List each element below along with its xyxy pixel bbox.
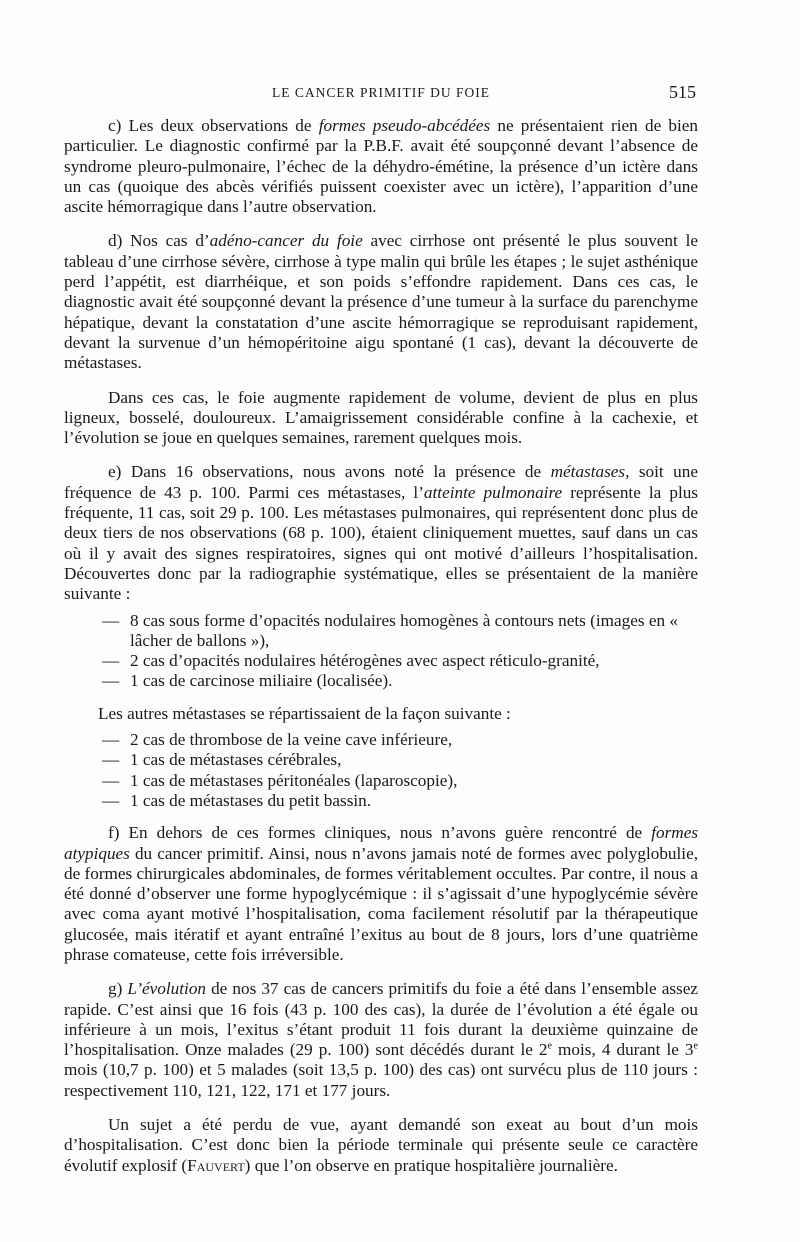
running-title: LE CANCER PRIMITIF DU FOIE — [271, 85, 490, 100]
list-item — [64, 791, 698, 811]
paragraph-f — [64, 823, 698, 965]
text-run: Dans ces cas, le foie augmente rapidement de volume, devient de plus en plus ligneux, bosselé, douloureux. L’amaigrissement considérable confine à la cachexie, et l’évolution se joue en quelques semaines, rarement quelques mois. — [64, 387, 698, 448]
superscript: e — [693, 1040, 698, 1052]
list-item-text: 2 cas d’opacités nodulaires hétérogènes avec aspect réticulo-granité, — [130, 651, 600, 671]
paragraph-g — [64, 979, 698, 1101]
italic-term: formes atypiques — [64, 823, 699, 863]
paragraph-g-continued — [64, 1115, 698, 1176]
dash-bullet: — — [102, 770, 120, 790]
list-item — [64, 671, 698, 691]
text-run: Un sujet a été perdu de vue, ayant demandé son exeat au bout d’un mois d’hospitalisation. C’est donc bien la période terminale qui présente seule ce caractère évolutif explosif ( — [64, 1115, 698, 1175]
text-run: représente la plus fréquente, 11 cas, soit 29 p. 100. Les métastases pulmonaires, qui représentent donc plus de deux tiers de nos observations (68 p. 100), étaient cliniquement muettes, sauf dans un cas où il y avait des signes respiratoires, signes qui ont motivé d’ailleurs l’hospitalisation. Découvertes donc par la radiographie systématique, elles se présentaient de la manière suivante : — [64, 482, 698, 604]
paragraph-e — [64, 462, 698, 604]
body-text — [64, 116, 698, 1190]
italic-term: adéno-cancer du foie — [209, 231, 363, 251]
list-item — [64, 771, 698, 791]
dash-bullet: — — [102, 790, 120, 810]
text-run: Nos cas d’ — [130, 231, 210, 251]
other-metastases-list — [64, 730, 698, 811]
paragraph-d-continued — [64, 388, 698, 449]
paragraph-label: g) — [108, 979, 123, 999]
list-item-text: 1 cas de métastases du petit bassin. — [130, 790, 372, 810]
author-name: Fauvert — [187, 1155, 245, 1175]
paragraph-label: e) — [108, 462, 122, 482]
text-run: Les deux observations de — [128, 116, 319, 135]
paragraph-d — [64, 231, 698, 373]
text-run: mois (10,7 p. 100) et 5 malades (soit 13,5 p. 100) des cas) ont survécu plus de 110 jours : respectivement 110, 121, 122, 171 et 177 jours. — [64, 1060, 698, 1100]
dash-bullet: — — [102, 730, 120, 750]
list-item — [64, 730, 698, 750]
list-item — [64, 611, 698, 652]
text-run: de nos 37 cas de cancers primitifs du foie a été dans l’ensemble assez rapide. C’est ainsi que 16 fois (43 p. 100 des cas), la durée de l’évolution a été égale ou inférieure à un mois, l’exitus s’étant produit 11 fois durant la deuxième quinzaine de l’hospitalisation. Onze malades (29 p. 100) sont décédés durant le 2 — [64, 979, 698, 1060]
paragraph-label: c) — [108, 116, 122, 135]
dash-bullet: — — [102, 610, 120, 630]
paragraph-label: d) — [108, 231, 123, 251]
text-run: mois, 4 durant le 3 — [551, 1040, 694, 1060]
text-run: Dans 16 observations, nous avons noté la présence de — [130, 462, 551, 482]
list-item — [64, 750, 698, 770]
page-number: 515 — [669, 82, 696, 102]
italic-term: atteinte pulmonaire — [423, 482, 563, 502]
list-item — [64, 651, 698, 671]
page-header — [66, 82, 696, 104]
paragraph-e-continued — [64, 704, 698, 724]
dash-bullet: — — [102, 671, 120, 691]
text-run: Les autres métastases se répartissaient de la façon suivante : — [98, 703, 511, 723]
list-item-text: 1 cas de métastases cérébrales, — [130, 750, 342, 770]
text-run: du cancer primitif. Ainsi, nous n’avons jamais noté de formes avec polyglobulie, de formes chirurgicales abdominales, de formes véritablement occultes. Par contre, il nous a été donné d’observer une forme hypoglycémique : il s’agissait d’une hypoglycémie sévère avec coma ayant motivé l’hospitalisation, coma facilement résolutif par la thérapeutique glucosée, mais itératif et ayant entraîné l’exitus au bout de 8 jours, lors d’une quatrième phrase comateuse, cette fois irréversible. — [64, 843, 698, 964]
list-item-text: 1 cas de métastases péritonéales (laparoscopie), — [130, 770, 458, 790]
pulmonary-metastases-list — [64, 611, 698, 692]
dash-bullet: — — [102, 750, 120, 770]
text-run: soit une fréquence de 43 p. 100. Parmi ces métastases, l’ — [64, 462, 698, 502]
text-run: ne présentaient rien de bien particulier. Le diagnostic confirmé par la P.B.F. avait été soupçonné devant l’absence de syndrome pleuro-pulmonaire, l’échec de la déhydro-émétine, la présence d’un ictère dans un cas (quoique des abcès vérifiés puissent coexister avec un ictère), l’apparition d’une ascite hémorragique dans l’autre observation. — [64, 116, 698, 217]
text-run: ) que l’on observe en pratique hospitalière journalière. — [244, 1155, 618, 1175]
dash-bullet: — — [102, 651, 120, 671]
italic-term: L’évolution — [127, 979, 207, 999]
list-item-text: 1 cas de carcinose miliaire (localisée). — [130, 671, 393, 691]
text-run: avec cirrhose ont présenté le plus souvent le tableau d’une cirrhose sévère, cirrhose à type malin qui brûle les étapes ; le sujet asthénique perd l’appétit, est diarrhéique, et son poids s’effondre rapidement. Dans ces cas, le diagnostic avait été soupçonné devant la présence d’une tumeur à la surface du parenchyme hépatique, devant la constatation d’une ascite hémorragique se reproduisant rapidement, devant la survenue d’un hémopéritoine aigu spontané (1 cas), devant la découverte de métastases. — [64, 231, 698, 373]
list-item-text: 2 cas de thrombose de la veine cave inférieure, — [130, 730, 453, 750]
italic-term: formes pseudo-abcédées — [318, 116, 491, 135]
paragraph-c — [64, 116, 698, 217]
list-item-text: 8 cas sous forme d’opacités nodulaires homogènes à contours nets (images en « lâcher de ballons »), — [130, 610, 678, 650]
italic-term: métastases, — [550, 462, 630, 482]
text-run: En dehors de ces formes cliniques, nous n’avons guère rencontré de — [128, 823, 652, 843]
superscript: e — [547, 1040, 552, 1052]
paragraph-label: f) — [108, 823, 120, 843]
